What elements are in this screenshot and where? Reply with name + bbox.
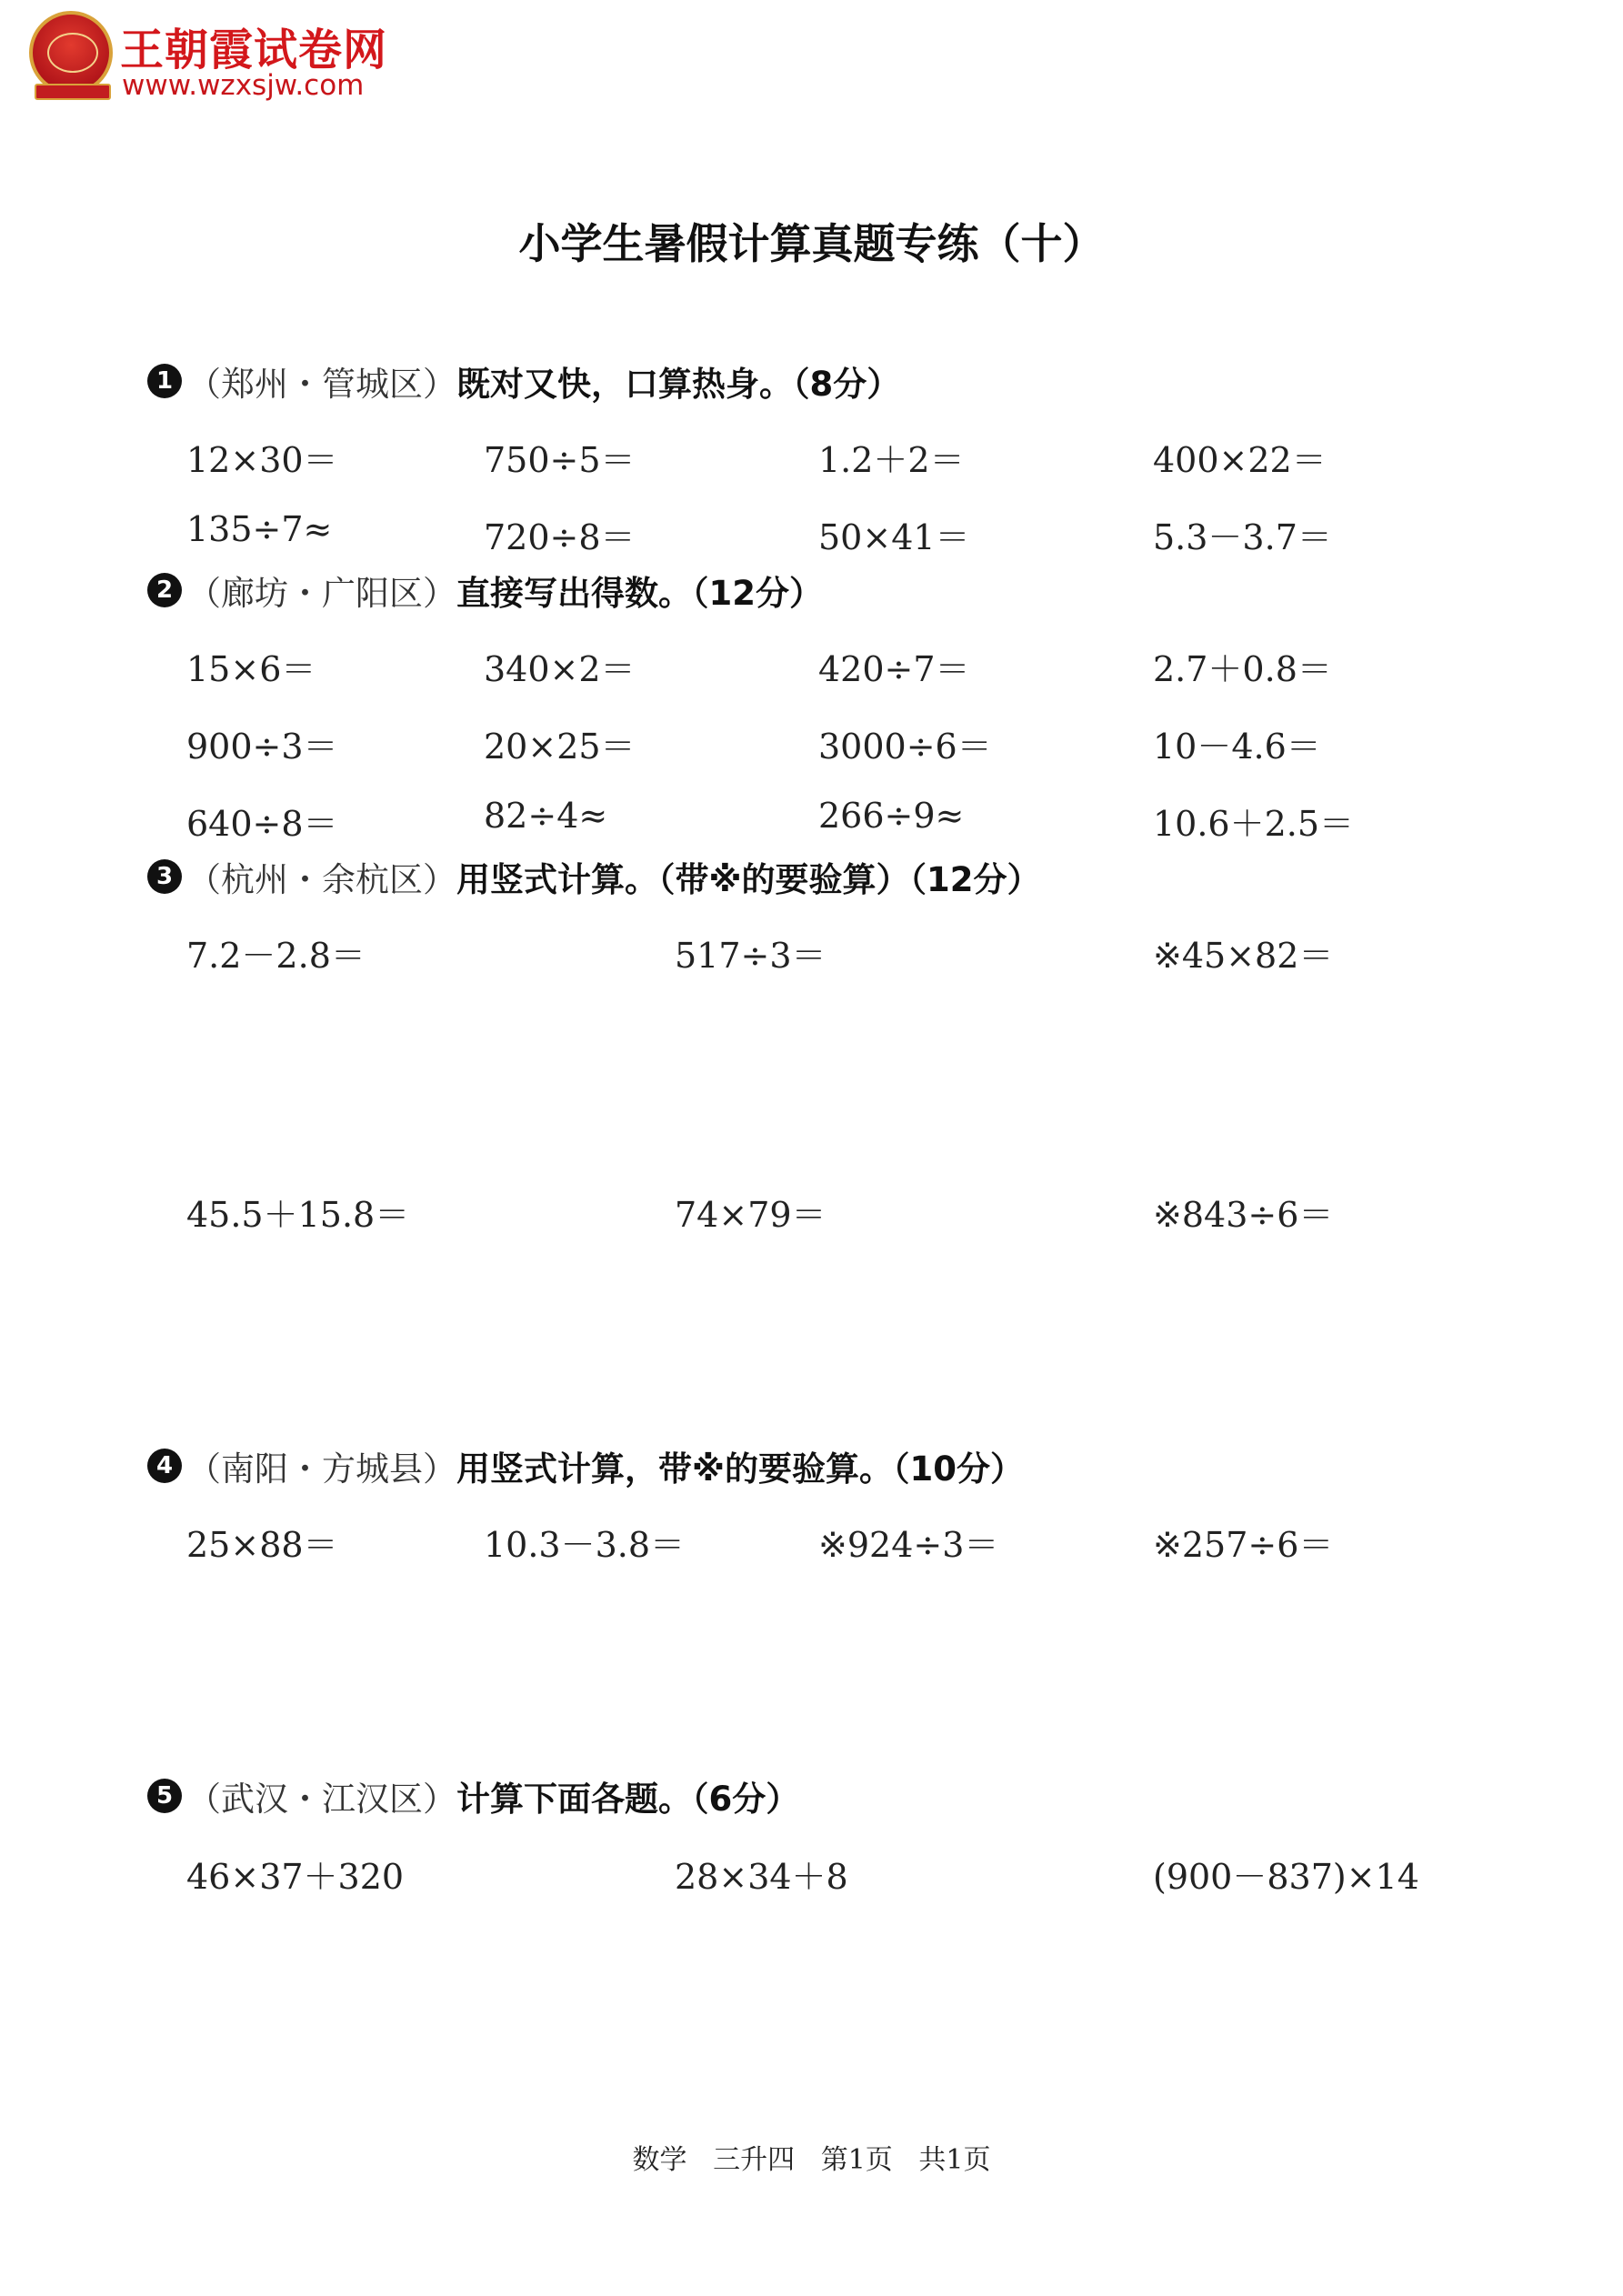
problem-item: 25×88＝ (186, 1525, 338, 1565)
problem-item: 28×34＋8 (675, 1857, 848, 1897)
logo-url: www.wzxsjw.com (122, 69, 365, 102)
section-instruction: 直接写出得数。（12分） (456, 574, 823, 613)
footer-page: 第1页 (820, 2144, 893, 2176)
problem-item: 517÷3＝ (675, 936, 827, 976)
problem-item: ※257÷6＝ (1153, 1525, 1334, 1565)
problem-item: 400×22＝ (1153, 440, 1327, 480)
problem-item: 340×2＝ (484, 649, 636, 689)
problem-item: 1.2＋2＝ (818, 440, 965, 480)
problem-item: 45.5＋15.8＝ (186, 1195, 410, 1235)
problem-item: 74×79＝ (675, 1195, 827, 1235)
section-5-heading (147, 1771, 799, 1820)
section-source: （郑州・管城区） (187, 365, 456, 404)
problem-item: 50×41＝ (818, 517, 970, 557)
problem-item: 10.6＋2.5＝ (1153, 804, 1355, 844)
problem-item: 3000÷6＝ (818, 727, 992, 767)
problem-item: 82÷4≈ (484, 796, 608, 836)
problem-item: 10－4.6＝ (1153, 727, 1321, 767)
section-instruction: 用竖式计算。（带※的要验算）（12分） (456, 860, 1041, 899)
footer-subject: 数学 (632, 2144, 687, 2176)
section-number-badge: 2 (147, 573, 182, 607)
section-number-badge: 5 (147, 1779, 182, 1813)
section-instruction: 既对又快，口算热身。（8分） (456, 365, 901, 404)
problem-item: (900－837)×14 (1153, 1857, 1419, 1897)
page-title: 小学生暑假计算真题专练（十） (518, 219, 1105, 268)
logo-ribbon-icon (35, 84, 111, 100)
site-logo (29, 11, 466, 102)
section-number-badge: 3 (147, 859, 182, 894)
page-footer (0, 2137, 1623, 2177)
problem-item: 2.7＋0.8＝ (1153, 649, 1332, 689)
problem-item: 46×37＋320 (186, 1857, 405, 1897)
problem-item: 15×6＝ (186, 649, 316, 689)
problem-item: 420÷7＝ (818, 649, 970, 689)
section-instruction: 计算下面各题。（6分） (456, 1780, 800, 1819)
section-source: （武汉・江汉区） (187, 1780, 456, 1819)
problem-item: 720÷8＝ (484, 517, 636, 557)
section-3-heading (147, 852, 1040, 901)
problem-item: 5.3－3.7＝ (1153, 517, 1332, 557)
problem-item: 640÷8＝ (186, 804, 338, 844)
footer-grade: 三升四 (713, 2144, 796, 2176)
section-4-heading (147, 1441, 1024, 1490)
problem-item: ※45×82＝ (1153, 936, 1334, 976)
problem-item: 10.3－3.8＝ (484, 1525, 686, 1565)
problem-item: 900÷3＝ (186, 727, 338, 767)
problem-item: 135÷7≈ (186, 509, 333, 549)
problem-item: ※924÷3＝ (818, 1525, 999, 1565)
section-instruction: 用竖式计算，带※的要验算。（10分） (456, 1449, 1024, 1489)
problem-item: ※843÷6＝ (1153, 1195, 1334, 1235)
section-source: （杭州・余杭区） (187, 860, 456, 899)
section-number-badge: 4 (147, 1449, 182, 1483)
section-2-heading (147, 566, 823, 615)
problem-item: 20×25＝ (484, 727, 636, 767)
section-source: （南阳・方城县） (187, 1449, 456, 1489)
section-1-heading (147, 356, 900, 406)
footer-total: 共1页 (918, 2144, 991, 2176)
problem-item: 750÷5＝ (484, 440, 636, 480)
section-number-badge: 1 (147, 364, 182, 398)
logo-name: 王朝霞试卷网 (120, 25, 388, 75)
section-source: （廊坊・广阳区） (187, 574, 456, 613)
problem-item: 12×30＝ (186, 440, 338, 480)
logo-badge-icon (29, 11, 113, 95)
problem-item: 7.2－2.8＝ (186, 936, 366, 976)
problem-item: 266÷9≈ (818, 796, 965, 836)
